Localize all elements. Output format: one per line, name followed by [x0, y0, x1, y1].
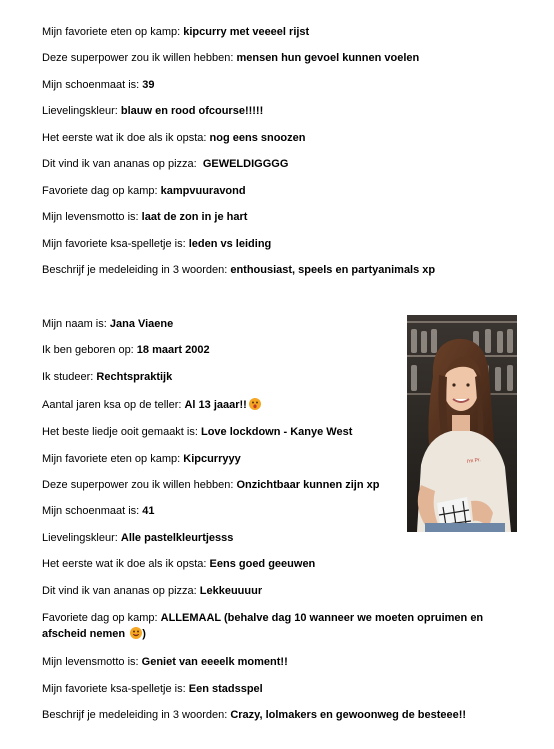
answer: leden vs leiding — [188, 238, 272, 250]
qa-row — [42, 452, 241, 466]
question: Dit vind ik van ananas op pizza: — [42, 585, 200, 597]
question: Dit vind ik van ananas op pizza: — [42, 158, 203, 170]
question: Ik studeer: — [42, 371, 97, 383]
question: Favoriete dag op kamp: — [42, 612, 161, 624]
answer: GEWELDIGGGG — [202, 158, 289, 170]
qa-row — [42, 263, 435, 277]
answer: Lekkeuuuur — [199, 585, 263, 597]
question: Favoriete dag op kamp: — [42, 185, 161, 197]
answer: Kipcurryyy — [183, 453, 241, 465]
qa-row — [42, 343, 210, 357]
qa-row — [42, 184, 246, 198]
svg-text:I'm Pr.: I'm Pr. — [466, 457, 482, 465]
answer: blauw en rood ofcourse!!!!! — [120, 105, 264, 117]
question: Het beste liedje ooit gemaakt is: — [42, 426, 201, 438]
question: Ik ben geboren op: — [42, 344, 137, 356]
question: Mijn levensmotto is: — [42, 211, 142, 223]
qa-row — [42, 237, 271, 251]
qa-row — [42, 708, 466, 722]
closing-paren: ) — [142, 628, 146, 640]
qa-row — [42, 504, 155, 518]
answer: Alle pastelkleurtjesss — [120, 532, 234, 544]
qa-row — [42, 51, 419, 65]
question: Mijn schoenmaat is: — [42, 79, 143, 91]
qa-row — [42, 131, 306, 145]
answer: Love lockdown - Kanye West — [200, 426, 353, 438]
answer: Onzichtbaar kunnen zijn xp — [236, 479, 380, 491]
question: Het eerste wat ik doe als ik opsta: — [42, 558, 210, 570]
answer: 18 maart 2002 — [136, 344, 210, 356]
question: Het eerste wat ik doe als ik opsta: — [42, 132, 210, 144]
answer: nog eens snoozen — [209, 132, 306, 144]
answer: 41 — [142, 505, 155, 517]
answer: ALLEMAAL (behalve dag 10 wanneer we moeten opruimen en afscheid nemen — [42, 612, 484, 640]
qa-row — [42, 317, 173, 331]
qa-row — [42, 531, 233, 545]
qa-row — [42, 425, 352, 439]
qa-row — [42, 478, 379, 492]
qa-row — [42, 682, 263, 696]
answer: Een stadsspel — [188, 683, 263, 695]
answer: Al 13 jaaar!! — [184, 399, 247, 411]
answer: kampvuuravond — [160, 185, 246, 197]
answer: Crazy, lolmakers en gewoonweg de besteee!! — [230, 709, 467, 721]
qa-row — [42, 584, 262, 598]
shocked-face-emoji-icon — [249, 398, 261, 410]
qa-row — [42, 398, 261, 412]
answer: laat de zon in je hart — [141, 211, 248, 223]
qa-row — [42, 557, 315, 571]
answer: enthousiast, speels en partyanimals xp — [230, 264, 436, 276]
question: Mijn favoriete eten op kamp: — [42, 453, 184, 465]
qa-row — [42, 104, 263, 118]
question: Deze superpower zou ik willen hebben: — [42, 52, 237, 64]
question: Deze superpower zou ik willen hebben: — [42, 479, 237, 491]
question: Lievelingskleur: — [42, 532, 121, 544]
answer: kipcurry met veeeel rijst — [183, 26, 310, 38]
portrait-photo — [407, 315, 517, 532]
qa-row — [42, 25, 309, 39]
question: Lievelingskleur: — [42, 105, 121, 117]
answer: Jana Viaene — [109, 318, 174, 330]
answer: Eens goed geeuwen — [209, 558, 316, 570]
question: Mijn favoriete ksa-spelletje is: — [42, 238, 189, 250]
question: Beschrijf je medeleiding in 3 woorden: — [42, 709, 231, 721]
answer: Rechtspraktijk — [96, 371, 173, 383]
question: Mijn favoriete ksa-spelletje is: — [42, 683, 189, 695]
question: Mijn favoriete eten op kamp: — [42, 26, 184, 38]
qa-row — [42, 370, 172, 384]
qa-row — [42, 210, 247, 224]
smiling-face-emoji-icon — [130, 627, 142, 639]
question: Mijn naam is: — [42, 318, 110, 330]
qa-row — [42, 655, 288, 669]
question: Beschrijf je medeleiding in 3 woorden: — [42, 264, 231, 276]
qa-row — [42, 157, 288, 171]
answer: mensen hun gevoel kunnen voelen — [236, 52, 420, 64]
qa-row — [42, 78, 155, 92]
answer: 39 — [142, 79, 155, 91]
question: Aantal jaren ksa op de teller: — [42, 399, 185, 411]
answer: Geniet van eeeelk moment!! — [141, 656, 288, 668]
question: Mijn levensmotto is: — [42, 656, 142, 668]
qa-row-wrapped — [42, 610, 512, 642]
question: Mijn schoenmaat is: — [42, 505, 143, 517]
